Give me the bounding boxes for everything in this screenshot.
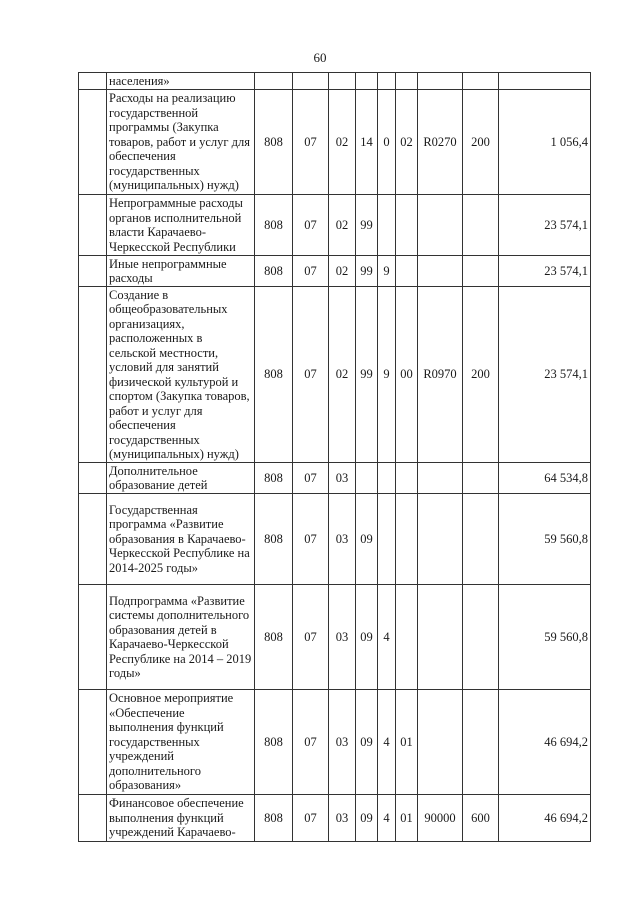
- table-row: [79, 795, 591, 842]
- row-margin-cell: [79, 73, 107, 90]
- subprogram-code-cell: [378, 73, 396, 90]
- amount-cell: 1 056,4: [499, 90, 591, 195]
- ministry-code-cell: 808: [255, 585, 293, 690]
- row-margin-cell: [79, 494, 107, 585]
- section-code-cell: 07: [293, 195, 329, 256]
- amount-cell: 23 574,1: [499, 287, 591, 463]
- table-row: [79, 256, 591, 287]
- subprogram-code-cell: 9: [378, 287, 396, 463]
- program-code-cell: 99: [356, 195, 378, 256]
- budget-table: [78, 72, 591, 842]
- table-row: [79, 585, 591, 690]
- amount-cell: [499, 73, 591, 90]
- direction-code-cell: [396, 195, 418, 256]
- program-code-cell: 09: [356, 795, 378, 842]
- direction-code-cell: [396, 585, 418, 690]
- amount-cell: 59 560,8: [499, 494, 591, 585]
- expense-type-cell: 600: [463, 795, 499, 842]
- subsection-code-cell: 03: [329, 494, 356, 585]
- table-row: [79, 73, 591, 90]
- program-code-cell: [356, 463, 378, 494]
- expense-type-cell: [463, 585, 499, 690]
- row-name-cell: населения»: [107, 73, 255, 90]
- direction-code-cell: [396, 494, 418, 585]
- program-code-cell: 09: [356, 690, 378, 795]
- direction-code-cell: 01: [396, 690, 418, 795]
- section-code-cell: 07: [293, 795, 329, 842]
- section-code-cell: 07: [293, 90, 329, 195]
- target-code-cell: R0270: [418, 90, 463, 195]
- expense-type-cell: [463, 73, 499, 90]
- direction-code-cell: [396, 463, 418, 494]
- row-name-cell: Основное мероприятие «Обеспечение выполнения функций государственных учреждений дополнительного образования»: [107, 690, 255, 795]
- subsection-code-cell: 03: [329, 585, 356, 690]
- subprogram-code-cell: [378, 494, 396, 585]
- program-code-cell: [356, 73, 378, 90]
- section-code-cell: 07: [293, 463, 329, 494]
- expense-type-cell: 200: [463, 287, 499, 463]
- row-name-cell: Подпрограмма «Развитие системы дополнительного образования детей в Карачаево-Черкесской Республике на 2014 – 2019 годы»: [107, 585, 255, 690]
- subsection-code-cell: 02: [329, 195, 356, 256]
- row-margin-cell: [79, 256, 107, 287]
- section-code-cell: 07: [293, 585, 329, 690]
- ministry-code-cell: 808: [255, 463, 293, 494]
- row-name-cell: Расходы на реализацию государственной программы (Закупка товаров, работ и услуг для обеспечения государственных (муниципальных) нужд): [107, 90, 255, 195]
- target-code-cell: [418, 73, 463, 90]
- table-row: [79, 90, 591, 195]
- row-name-cell: Создание в общеобразовательных организациях, расположенных в сельской местности, условий для занятий физической культурой и спортом (Закупка товаров, работ и услуг для обеспечения государственных (муниципальных) нужд): [107, 287, 255, 463]
- row-name-cell: Дополнительное образование детей: [107, 463, 255, 494]
- row-name-cell: Непрограммные расходы органов исполнительной власти Карачаево-Черкесской Республики: [107, 195, 255, 256]
- table-row: [79, 494, 591, 585]
- ministry-code-cell: 808: [255, 195, 293, 256]
- subprogram-code-cell: 9: [378, 256, 396, 287]
- amount-cell: 23 574,1: [499, 256, 591, 287]
- ministry-code-cell: 808: [255, 90, 293, 195]
- program-code-cell: 99: [356, 256, 378, 287]
- target-code-cell: [418, 195, 463, 256]
- table-row: [79, 195, 591, 256]
- expense-type-cell: [463, 690, 499, 795]
- subsection-code-cell: [329, 73, 356, 90]
- subprogram-code-cell: 4: [378, 795, 396, 842]
- row-name-cell: Финансовое обеспечение выполнения функций учреждений Карачаево-: [107, 795, 255, 842]
- subprogram-code-cell: [378, 195, 396, 256]
- direction-code-cell: 00: [396, 287, 418, 463]
- subsection-code-cell: 03: [329, 690, 356, 795]
- section-code-cell: [293, 73, 329, 90]
- row-name-cell: Иные непрограммные расходы: [107, 256, 255, 287]
- subprogram-code-cell: [378, 463, 396, 494]
- target-code-cell: [418, 585, 463, 690]
- section-code-cell: 07: [293, 256, 329, 287]
- program-code-cell: 09: [356, 585, 378, 690]
- target-code-cell: R0970: [418, 287, 463, 463]
- row-margin-cell: [79, 90, 107, 195]
- row-margin-cell: [79, 287, 107, 463]
- page-number: 60: [313, 50, 327, 65]
- expense-type-cell: [463, 494, 499, 585]
- amount-cell: 59 560,8: [499, 585, 591, 690]
- amount-cell: 46 694,2: [499, 795, 591, 842]
- subsection-code-cell: 02: [329, 287, 356, 463]
- program-code-cell: 09: [356, 494, 378, 585]
- row-margin-cell: [79, 195, 107, 256]
- ministry-code-cell: 808: [255, 287, 293, 463]
- subprogram-code-cell: 4: [378, 690, 396, 795]
- table-row: [79, 287, 591, 463]
- target-code-cell: [418, 494, 463, 585]
- table-row: [79, 463, 591, 494]
- expense-type-cell: 200: [463, 90, 499, 195]
- subsection-code-cell: 02: [329, 256, 356, 287]
- table-row: [79, 690, 591, 795]
- row-margin-cell: [79, 585, 107, 690]
- section-code-cell: 07: [293, 690, 329, 795]
- target-code-cell: [418, 256, 463, 287]
- subprogram-code-cell: 4: [378, 585, 396, 690]
- amount-cell: 46 694,2: [499, 690, 591, 795]
- target-code-cell: 90000: [418, 795, 463, 842]
- row-margin-cell: [79, 463, 107, 494]
- subsection-code-cell: 03: [329, 463, 356, 494]
- ministry-code-cell: [255, 73, 293, 90]
- expense-type-cell: [463, 195, 499, 256]
- direction-code-cell: 02: [396, 90, 418, 195]
- subsection-code-cell: 02: [329, 90, 356, 195]
- subsection-code-cell: 03: [329, 795, 356, 842]
- row-margin-cell: [79, 795, 107, 842]
- row-margin-cell: [79, 690, 107, 795]
- program-code-cell: 99: [356, 287, 378, 463]
- direction-code-cell: [396, 73, 418, 90]
- row-name-cell: Государственная программа «Развитие образования в Карачаево-Черкесской Республике на 2014-2025 годы»: [107, 494, 255, 585]
- amount-cell: 64 534,8: [499, 463, 591, 494]
- section-code-cell: 07: [293, 287, 329, 463]
- ministry-code-cell: 808: [255, 795, 293, 842]
- target-code-cell: [418, 690, 463, 795]
- ministry-code-cell: 808: [255, 690, 293, 795]
- subprogram-code-cell: 0: [378, 90, 396, 195]
- amount-cell: 23 574,1: [499, 195, 591, 256]
- direction-code-cell: [396, 256, 418, 287]
- program-code-cell: 14: [356, 90, 378, 195]
- expense-type-cell: [463, 463, 499, 494]
- direction-code-cell: 01: [396, 795, 418, 842]
- expense-type-cell: [463, 256, 499, 287]
- ministry-code-cell: 808: [255, 494, 293, 585]
- target-code-cell: [418, 463, 463, 494]
- ministry-code-cell: 808: [255, 256, 293, 287]
- section-code-cell: 07: [293, 494, 329, 585]
